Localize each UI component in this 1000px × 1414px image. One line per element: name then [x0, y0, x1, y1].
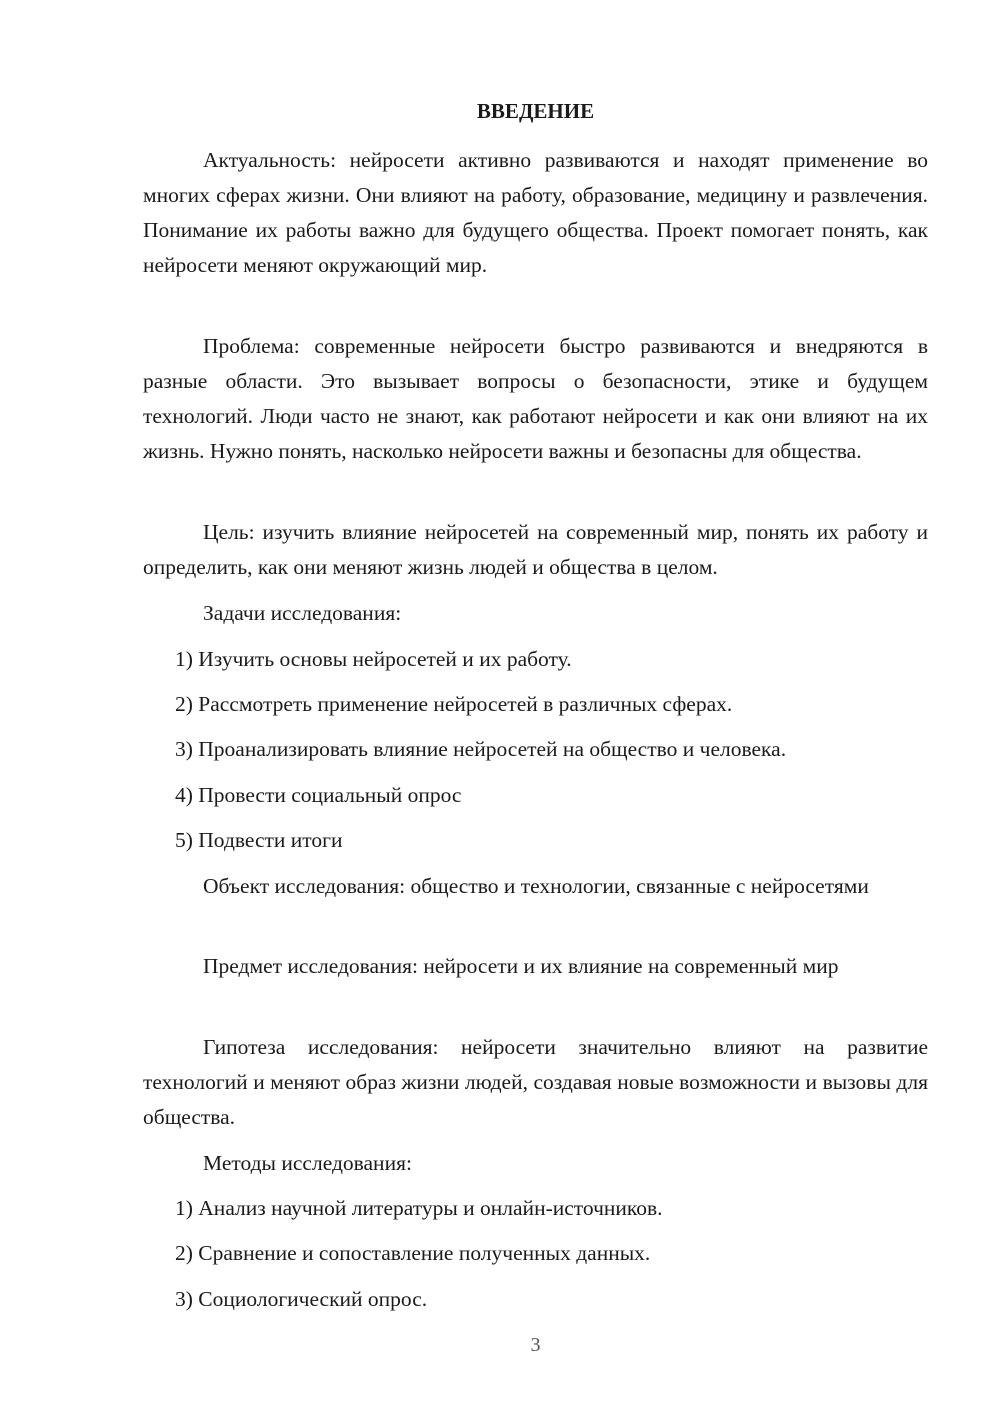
paragraph-subject: Предмет исследования: нейросети и их влияние на современный мир — [203, 954, 839, 978]
method-item: 2) Сравнение и сопоставление полученных данных. — [175, 1241, 651, 1265]
tasks-heading: Задачи исследования: — [203, 601, 402, 625]
paragraph-relevance: Актуальность: нейросети активно развиваются и находят применение во многих сферах жизни. Они влияют на работу, образование, медицину и развлечения. Понимание их работы важно для будущего общества. Проект помогает понять, как нейросети меняют окружающий мир. — [143, 148, 928, 277]
paragraph-problem: Проблема: современные нейросети быстро развиваются и внедряются в разные области. Это вызывает вопросы о безопасности, этике и будущем технологий. Люди часто не знают, как работают нейросети и как они влияют на их жизнь. Нужно понять, насколько нейросети важны и безопасны для общества. — [143, 334, 928, 463]
paragraph-object: Объект исследования: общество и технологии, связанные с нейросетями — [203, 874, 869, 898]
task-item: 4) Провести социальный опрос — [175, 783, 462, 807]
paragraph-hypothesis: Гипотеза исследования: нейросети значительно влияют на развитие технологий и меняют образ жизни людей, создавая новые возможности и вызовы для общества. — [143, 1035, 928, 1129]
paragraph-goal: Цель: изучить влияние нейросетей на современный мир, понять их работу и определить, как они меняют жизнь людей и общества в целом. — [143, 520, 928, 579]
page-number: 3 — [530, 1334, 541, 1356]
method-item: 1) Анализ научной литературы и онлайн-источников. — [175, 1196, 663, 1220]
task-item: 3) Проанализировать влияние нейросетей на общество и человека. — [175, 737, 787, 761]
methods-heading: Методы исследования: — [203, 1151, 412, 1175]
document-page — [143, 0, 928, 1414]
task-item: 2) Рассмотреть применение нейросетей в различных сферах. — [175, 692, 733, 716]
task-item: 1) Изучить основы нейросетей и их работу. — [175, 647, 572, 671]
task-item: 5) Подвести итоги — [175, 828, 343, 852]
method-item: 3) Социологический опрос. — [175, 1287, 428, 1311]
page-title: ВВЕДЕНИЕ — [476, 99, 595, 123]
